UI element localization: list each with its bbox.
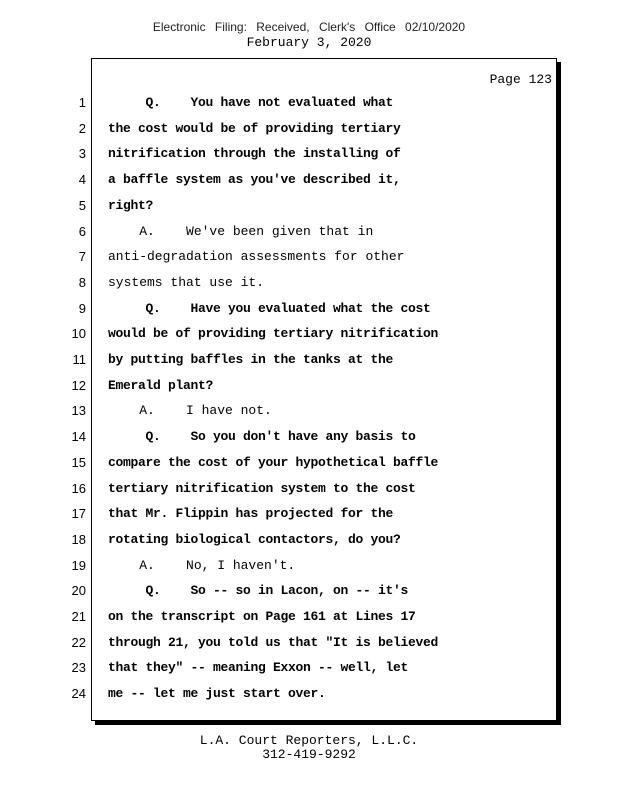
line-number: 20 [71, 583, 86, 598]
transcript-line: by putting baffles in the tanks at the [108, 352, 394, 367]
line-number: 10 [71, 326, 86, 341]
transcript-line: tertiary nitrification system to the cost [108, 481, 416, 496]
transcript-line: A. I have not. [108, 403, 272, 418]
transcript-line: the cost would be of providing tertiary [108, 121, 401, 136]
transcript-line: me -- let me just start over. [108, 686, 326, 701]
line-number: 5 [78, 198, 86, 213]
line-number: 7 [78, 249, 86, 264]
filing-stamp: Electronic Filing: Received, Clerk's Office 02/10/2020 [152, 20, 466, 34]
transcript-line: Q. Have you evaluated what the cost [108, 301, 431, 316]
transcript-line: compare the cost of your hypothetical baffle [108, 455, 439, 470]
transcript-line: anti-degradation assessments for other [108, 249, 405, 264]
transcript-line: Emerald plant? [108, 378, 214, 393]
transcript-line: Q. So -- so in Lacon, on -- it's [108, 583, 409, 598]
line-number: 11 [72, 352, 86, 367]
line-number: 17 [71, 506, 86, 521]
line-number: 6 [78, 224, 86, 239]
line-number: 4 [78, 172, 86, 187]
transcript-line: rotating biological contactors, do you? [108, 532, 401, 547]
transcript-line: nitrification through the installing of [108, 146, 401, 161]
transcript-line: A. We've been given that in [108, 224, 374, 239]
transcript-line: that Mr. Flippin has projected for the [108, 506, 394, 521]
transcript-line: Q. You have not evaluated what [108, 95, 394, 110]
transcript-line: would be of providing tertiary nitrification [108, 326, 439, 341]
line-number: 21 [71, 609, 86, 624]
line-number: 19 [71, 558, 86, 573]
line-number: 2 [78, 121, 86, 136]
transcript-line: right? [108, 198, 154, 213]
transcript-line: through 21, you told us that "It is believed [108, 635, 439, 650]
transcript-date: February 3, 2020 [246, 35, 372, 50]
line-number: 3 [78, 146, 86, 161]
line-number: 22 [71, 635, 86, 650]
line-number: 9 [78, 301, 86, 316]
transcript-line: systems that use it. [108, 275, 265, 290]
reporter-company: L.A. Court Reporters, L.L.C. [199, 733, 419, 748]
transcript-line: Q. So you don't have any basis to [108, 429, 416, 444]
transcript-line: a baffle system as you've described it, [108, 172, 401, 187]
line-number: 12 [71, 378, 86, 393]
line-number: 23 [71, 660, 86, 675]
line-number: 8 [78, 275, 86, 290]
transcript-line: that they" -- meaning Exxon -- well, let [108, 660, 409, 675]
transcript-line: A. No, I haven't. [108, 558, 296, 573]
line-number: 16 [71, 481, 86, 496]
reporter-phone: 312-419-9292 [262, 747, 356, 762]
line-number: 24 [71, 686, 86, 701]
page-number: Page 123 [489, 72, 552, 87]
line-number: 13 [71, 403, 86, 418]
line-number: 14 [71, 429, 86, 444]
line-number: 1 [78, 95, 86, 110]
transcript-line: on the transcript on Page 161 at Lines 17 [108, 609, 416, 624]
line-number: 18 [71, 532, 86, 547]
line-number: 15 [71, 455, 86, 470]
